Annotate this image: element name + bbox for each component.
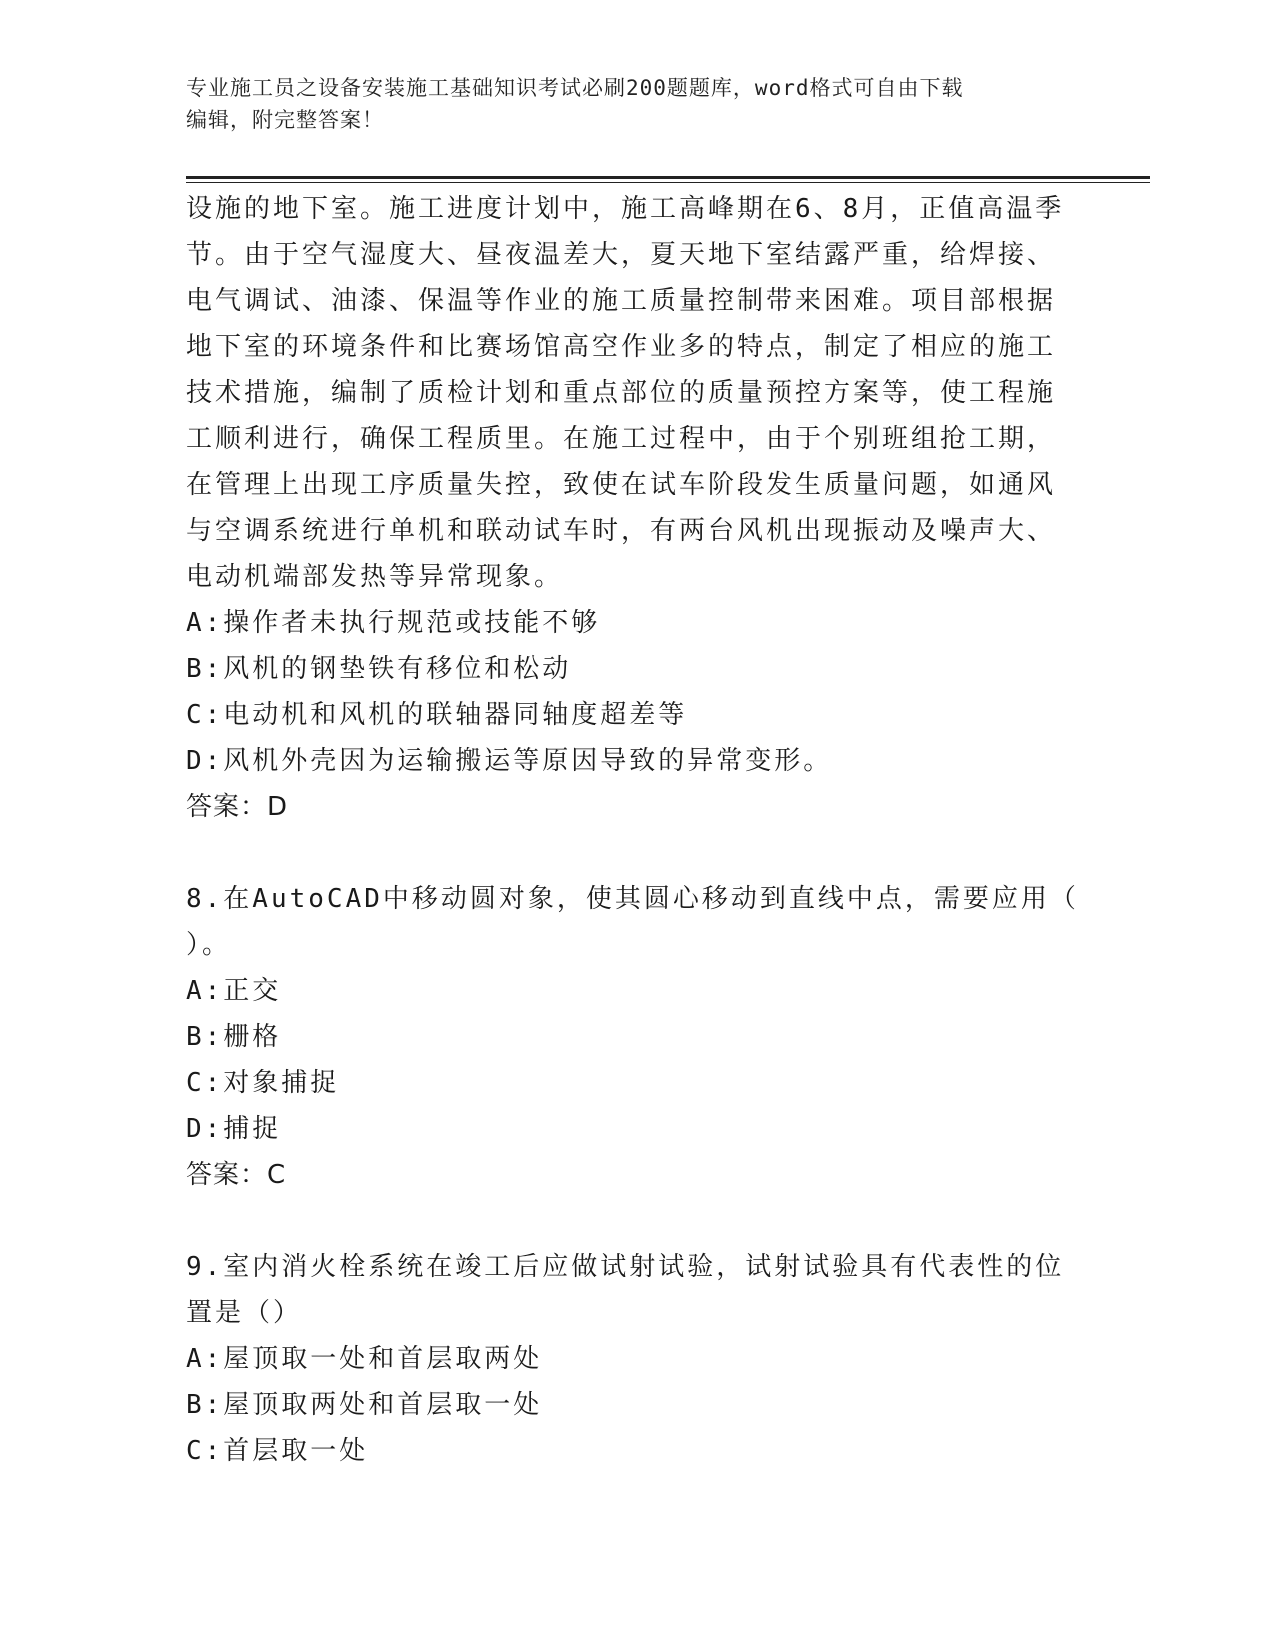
question-7-line: 与空调系统进行单机和联动试车时，有两台风机出现振动及噪声大、 bbox=[186, 516, 1057, 546]
question-9-stem: 9.室内消火栓系统在竣工后应做试射试验，试射试验具有代表性的位 bbox=[186, 1252, 1065, 1282]
question-9-stem: 置是（） bbox=[186, 1298, 303, 1328]
question-7-line: 工顺利进行，确保工程质里。在施工过程中，由于个别班组抢工期， bbox=[186, 424, 1057, 454]
spacer bbox=[186, 830, 1086, 876]
question-7-line: 节。由于空气湿度大、昼夜温差大，夏天地下室结露严重，给焊接、 bbox=[186, 240, 1057, 270]
question-7-line: 技术措施，编制了质检计划和重点部位的质量预控方案等，使工程施 bbox=[186, 378, 1057, 408]
header-divider-thin bbox=[186, 182, 1150, 183]
question-7-line: 电动机端部发热等异常现象。 bbox=[186, 562, 564, 592]
question-8-stem: 8.在AutoCAD中移动圆对象，使其圆心移动到直线中点，需要应用（ bbox=[186, 884, 1079, 914]
option-b: B:屋顶取两处和首层取一处 bbox=[186, 1390, 543, 1420]
question-7-line: 电气调试、油漆、保温等作业的施工质量控制带来困难。项目部根据 bbox=[186, 286, 1057, 316]
question-8 bbox=[186, 876, 1086, 1198]
option-a: A:操作者未执行规范或技能不够 bbox=[186, 608, 601, 638]
option-a: A:屋顶取一处和首层取两处 bbox=[186, 1344, 543, 1374]
option-d: D:风机外壳因为运输搬运等原因导致的异常变形。 bbox=[186, 746, 833, 776]
option-a: A:正交 bbox=[186, 976, 282, 1006]
question-8-stem: ）。 bbox=[186, 930, 232, 960]
question-7-options bbox=[186, 600, 1086, 784]
document-body bbox=[186, 186, 1086, 1474]
option-c: C:电动机和风机的联轴器同轴度超差等 bbox=[186, 700, 688, 730]
option-b: B:栅格 bbox=[186, 1022, 282, 1052]
question-7-answer: 答案：D bbox=[186, 792, 289, 822]
option-b: B:风机的钢垫铁有移位和松动 bbox=[186, 654, 572, 684]
option-c: C:对象捕捉 bbox=[186, 1068, 340, 1098]
question-7-continuation bbox=[186, 186, 1086, 600]
header-line-2: 编辑，附完整答案！ bbox=[186, 108, 384, 132]
question-9 bbox=[186, 1244, 1086, 1474]
header-divider-thick bbox=[186, 176, 1150, 179]
question-7-line: 设施的地下室。施工进度计划中，施工高峰期在6、8月，正值高温季 bbox=[186, 194, 1065, 224]
header-line-1: 专业施工员之设备安装施工基础知识考试必刷200题题库，word格式可自由下载 bbox=[186, 76, 964, 100]
question-7-line: 在管理上出现工序质量失控，致使在试车阶段发生质量问题，如通风 bbox=[186, 470, 1057, 500]
option-d: D:捕捉 bbox=[186, 1114, 282, 1144]
question-8-answer: 答案：C bbox=[186, 1160, 287, 1190]
document-header bbox=[186, 72, 1066, 136]
spacer bbox=[186, 1198, 1086, 1244]
question-7-line: 地下室的环境条件和比赛场馆高空作业多的特点，制定了相应的施工 bbox=[186, 332, 1057, 362]
option-c: C:首层取一处 bbox=[186, 1436, 369, 1466]
